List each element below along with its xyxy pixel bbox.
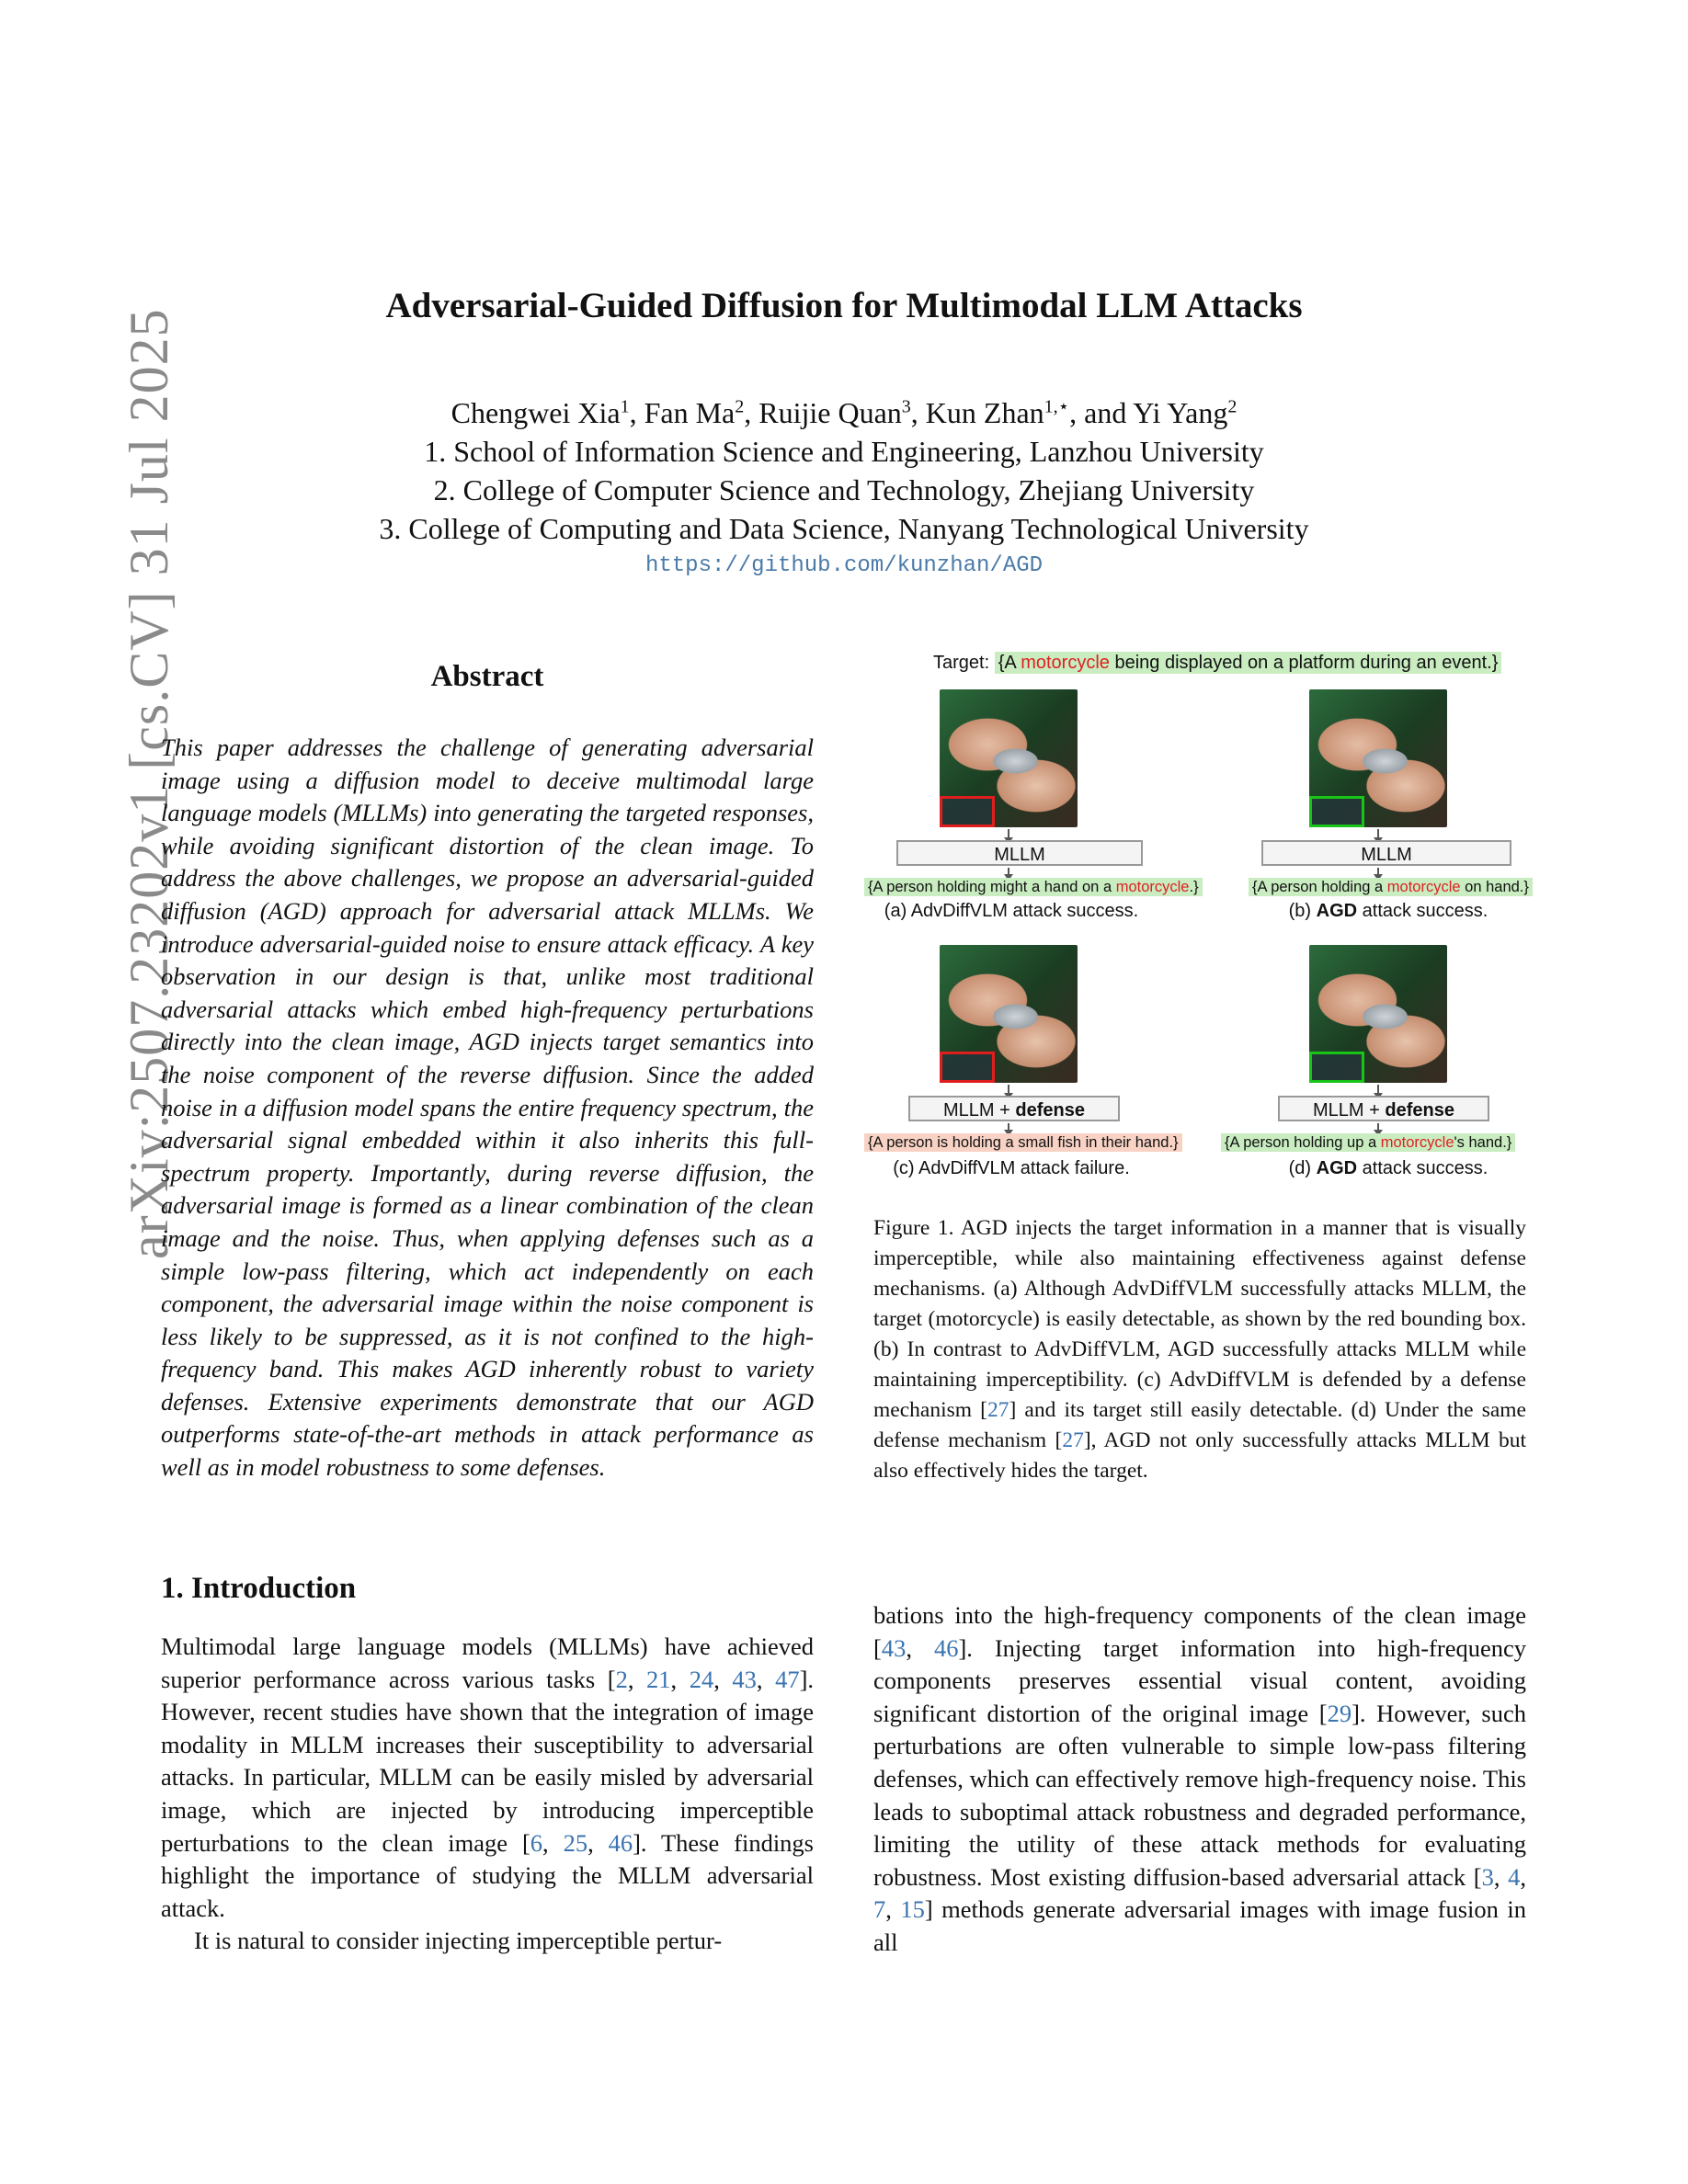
arxiv-stamp: arXiv:2507.23202v1 [cs.CV] 31 Jul 2025 [119,308,179,1259]
citation-link[interactable]: 2 [615,1665,628,1693]
arrow-icon [1377,829,1379,838]
paper-title: Adversarial-Guided Diffusion for Multimodal LLM Attacks [385,286,1303,325]
arrow-icon [1377,1085,1379,1094]
citation-link[interactable]: 27 [987,1398,1009,1422]
citation-link[interactable]: 47 [775,1665,800,1693]
author: Kun Zhan$^{1,⋆}$ [925,396,1070,429]
figure-caption: Figure 1. AGD injects the target information in a manner that is visually imperceptible, while also maintaining effectiveness against defense mechanisms. (a) Although AdvDiffVLM successfully attacks MLLM, the target (motorcycle) is easily detectable, as shown by the red bounding box. (b) In contrast to AdvDiffVLM, AGD successfully attacks MLLM while maintaining imperceptibility. (c) AdvDiffVLM is defended by a defense mechanism [27] and its target still easily detectable. (d) Under the same defense mechanism [27], AGD not only successfully attacks MLLM but also effectively hides the target. [873,1216,1526,1483]
red-bounding-box [940,1052,995,1083]
response-a: {A person holding might a hand on a motorcycle.} [864,879,1203,896]
author-list: Chengwei Xia$^1$, Fan Ma$^2$, Ruijie Quan$^3$, Kun Zhan$^{1,⋆}$, and Yi Yang$^2$ [451,396,1237,429]
arrow-icon [1008,1085,1009,1094]
adv-image-d [1309,945,1447,1083]
green-bounding-box [1309,796,1364,827]
citation-link[interactable]: 43 [881,1633,907,1662]
response-b: {A person holding a motorcycle on hand.} [1249,879,1533,896]
arrow-icon [1008,868,1009,875]
introduction-right-column [873,1599,1526,1960]
citation-link[interactable]: 4 [1508,1862,1521,1891]
citation-link[interactable]: 21 [646,1665,671,1693]
response-d: {A person holding up a motorcycle's hand.} [1221,1134,1515,1152]
code-link[interactable]: https://github.com/kunzhan/AGD [644,553,1044,578]
arrow-icon [1008,829,1009,838]
target-caption: {A motorcycle being displayed on a platform during an event.} [995,652,1502,674]
citation-link[interactable]: 15 [900,1895,925,1924]
affiliation: 3. College of Computing and Data Science, Nanyang Technological University [379,512,1309,545]
author: Fan Ma$^2$ [644,396,745,429]
citation-link[interactable]: 29 [1327,1699,1352,1727]
citation-link[interactable]: 43 [732,1665,757,1693]
author: Ruijie Quan$^3$ [758,396,911,429]
author: Yi Yang$^2$ [1133,396,1237,429]
response-c: {A person is holding a small fish in their hand.} [864,1134,1182,1152]
citation-link[interactable]: 46 [608,1828,633,1857]
mllm-box: MLLM [1261,840,1511,866]
citation-link[interactable]: 3 [1481,1862,1494,1891]
subcaption-c: (c) AdvDiffVLM attack failure. [893,1158,1130,1178]
mllm-box: MLLM [896,840,1143,866]
adv-image-c [940,945,1078,1083]
paragraph: bations into the high-frequency components of the clean image [43, 46]. Injecting target information into high-frequency components preserves essential visual content, avoiding significant distortion of the original image [29]. However, such perturbations are often vulnerable to simple low-pass filtering defenses, which can effectively remove high-frequency noise. This leads to suboptimal attack robustness and degraded performance, limiting the utility of these attack methods for evaluating robustness. Most existing diffusion-based adversarial attack [3, 4, 7, 15] methods generate adversarial images with image fusion in all [873,1601,1527,1956]
adv-image-a [940,689,1078,827]
target-label: Target: [933,653,990,673]
citation-link[interactable]: 25 [563,1828,588,1857]
figure-target [933,653,1501,674]
citation-link[interactable]: 46 [933,1633,959,1662]
citation-link[interactable]: 6 [530,1828,543,1857]
citation-link[interactable]: 24 [689,1665,714,1693]
section-heading-introduction: 1. Introduction [161,1572,357,1605]
abstract-text: This paper addresses the challenge of generating adversarial image using a diffusion model to deceive multimodal large language models (MLLMs) into generating the targeted responses, while avoiding significant distortion of the clean image. To address the above challenges, we propose an adversarial-guided diffusion (AGD) approach for adversarial attack MLLMs. We introduce adversarial-guided noise to ensure attack efficacy. A key observation in our design is that, unlike most traditional adversarial attacks which embed high-frequency perturbations directly into the clean image, AGD injects target semantics into the noise component of the reverse diffusion. Since the added noise in a diffusion model spans the entire frequency spectrum, the adversarial signal embedded within it also inherits this full-spectrum property. Importantly, during reverse diffusion, the adversarial image is formed as a linear combination of the clean image and the noise. Thus, when applying defenses such as a simple low-pass filtering, which act independently on each component, the adversarial image within the noise component is less likely to be suppressed, as it is not confined to the high-frequency band. This makes AGD inherently robust to variety defenses. Extensive experiments demonstrate that our AGD outperforms state-of-the-art methods in attack performance as well as in model robustness to some defenses. [161,734,814,1482]
affiliation: 1. School of Information Science and Engineering, Lanzhou University [424,435,1264,468]
affiliation: 2. College of Computer Science and Technology, Zhejiang University [433,473,1255,506]
abstract-body [161,732,814,1484]
subcaption-b: (b) AGD attack success. [1288,901,1488,921]
green-bounding-box [1309,1052,1364,1083]
citation-link[interactable]: 7 [873,1895,886,1924]
mllm-defense-box: MLLM + defense [908,1096,1120,1121]
arrow-icon [1008,1123,1009,1131]
author-block [0,393,1688,585]
introduction-left-column [161,1631,814,1958]
paragraph: Multimodal large language models (MLLMs) have achieved superior performance across various tasks [2, 21, 24, 43, 47]. However, recent studies have shown that the integration of image modality in MLLM increases their susceptibility to adversarial attacks. In particular, MLLM can be easily misled by adversarial image, which are injected by introducing imperceptible perturbations to the clean image [6, 25, 46]. These findings highlight the importance of studying the MLLM adversarial attack. [161,1632,815,1922]
abstract-heading: Abstract [430,660,544,693]
author: Chengwei Xia$^1$ [451,396,630,429]
red-bounding-box [940,796,995,827]
subcaption-d: (d) AGD attack success. [1288,1158,1488,1178]
figure-1 [864,653,1545,1195]
arrow-icon [1377,868,1379,875]
paragraph: It is natural to consider injecting imperceptible pertur- [194,1927,723,1955]
arrow-icon [1377,1123,1379,1131]
citation-link[interactable]: 27 [1062,1428,1084,1452]
subcaption-a: (a) AdvDiffVLM attack success. [884,901,1139,921]
mllm-defense-box: MLLM + defense [1278,1096,1489,1121]
adv-image-b [1309,689,1447,827]
